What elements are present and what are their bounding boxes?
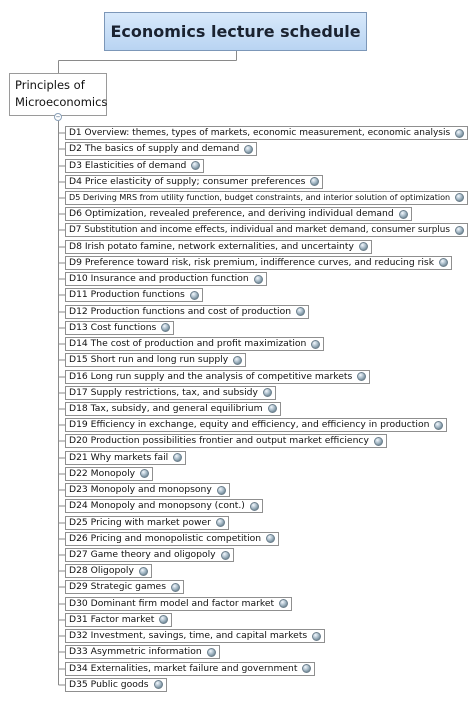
subtopic-node[interactable] bbox=[65, 564, 152, 578]
task-marker-icon bbox=[357, 372, 366, 381]
subtopic-label: D21 Why markets fail bbox=[69, 451, 169, 463]
task-marker-icon bbox=[359, 242, 368, 251]
subtopic-node[interactable] bbox=[65, 662, 315, 676]
subtopic-label: D5 Deriving MRS from utility function, budget constraints, and interior solution of optimization bbox=[69, 192, 451, 202]
task-marker-icon bbox=[190, 291, 199, 300]
subtopic-label: D4 Price elasticity of supply; consumer preferences bbox=[69, 175, 306, 187]
subtopic-label: D3 Elasticities of demand bbox=[69, 159, 187, 171]
collapse-toggle-icon[interactable]: − bbox=[55, 113, 61, 121]
subtopic-node[interactable] bbox=[65, 532, 279, 546]
subtopic-node[interactable] bbox=[65, 629, 325, 643]
subtopic-node[interactable] bbox=[65, 402, 281, 416]
subtopic-label: D7 Substitution and income effects, individual and market demand, consumer surplus bbox=[69, 225, 450, 236]
task-marker-icon bbox=[216, 518, 225, 527]
subtopic-label: D22 Monopoly bbox=[69, 467, 136, 479]
task-marker-icon bbox=[254, 275, 263, 284]
subtopic-node[interactable] bbox=[65, 256, 452, 270]
subtopic-node[interactable] bbox=[65, 467, 153, 481]
subtopic-label: D10 Insurance and production function bbox=[69, 273, 249, 285]
subtopic-node[interactable] bbox=[65, 499, 263, 513]
task-marker-icon bbox=[161, 323, 170, 332]
subtopic-label: D2 The basics of supply and demand bbox=[69, 143, 240, 155]
task-marker-icon bbox=[399, 210, 408, 219]
task-marker-icon bbox=[279, 599, 288, 608]
subtopic-node[interactable] bbox=[65, 613, 172, 627]
subtopic-label: D34 Externalities, market failure and government bbox=[69, 662, 298, 674]
task-marker-icon bbox=[263, 388, 272, 397]
subtopic-node[interactable] bbox=[65, 386, 276, 400]
subtopic-label: D20 Production possibilities frontier and output market efficiency bbox=[69, 435, 369, 447]
subtopic-label: D33 Asymmetric information bbox=[69, 646, 202, 658]
subtopic-label: D16 Long run supply and the analysis of competitive markets bbox=[69, 370, 353, 382]
subtopic-label: D19 Efficiency in exchange, equity and efficiency, and efficiency in production bbox=[69, 419, 430, 431]
task-marker-icon bbox=[296, 307, 305, 316]
task-marker-icon bbox=[244, 145, 253, 154]
subtopic-label: D13 Cost functions bbox=[69, 321, 157, 333]
root-topic[interactable] bbox=[104, 12, 367, 51]
subtopic-node[interactable] bbox=[65, 434, 387, 448]
subtopic-node[interactable] bbox=[65, 240, 372, 254]
task-marker-icon bbox=[159, 615, 168, 624]
subtopic-node[interactable] bbox=[65, 645, 220, 659]
task-marker-icon bbox=[302, 664, 311, 673]
subtopic-node[interactable] bbox=[65, 175, 323, 189]
subtopic-node[interactable] bbox=[65, 272, 267, 286]
subtopic-label: D15 Short run and long run supply bbox=[69, 354, 229, 366]
subtopic-label: D25 Pricing with market power bbox=[69, 516, 211, 528]
subtopic-node[interactable] bbox=[65, 207, 412, 221]
subtopic-label: D9 Preference toward risk, risk premium, indifference curves, and reducing risk bbox=[69, 256, 435, 268]
subtopic-label: D30 Dominant firm model and factor market bbox=[69, 597, 275, 609]
task-marker-icon bbox=[455, 129, 464, 138]
task-marker-icon bbox=[268, 404, 277, 413]
task-marker-icon bbox=[173, 453, 182, 462]
task-marker-icon bbox=[207, 648, 216, 657]
task-marker-icon bbox=[439, 258, 448, 267]
subtopic-label: D27 Game theory and oligopoly bbox=[69, 549, 216, 560]
subtopic-node[interactable] bbox=[65, 126, 468, 140]
subtopic-node[interactable] bbox=[65, 305, 309, 319]
subtopic-label: D12 Production functions and cost of production bbox=[69, 305, 292, 317]
subtopic-label: D26 Pricing and monopolistic competition bbox=[69, 532, 262, 544]
task-marker-icon bbox=[250, 502, 259, 511]
subtopic-node[interactable] bbox=[65, 353, 246, 367]
task-marker-icon bbox=[171, 583, 180, 592]
subtopic-node[interactable] bbox=[65, 288, 203, 302]
task-marker-icon bbox=[217, 486, 226, 495]
subtopic-label: D11 Production functions bbox=[69, 289, 185, 301]
task-marker-icon bbox=[221, 551, 230, 560]
branch-topic-principles-of-microeconomics[interactable] bbox=[9, 73, 107, 116]
subtopic-label: D23 Monopoly and monopsony bbox=[69, 484, 212, 496]
subtopic-label: D6 Optimization, revealed preference, and deriving individual demand bbox=[69, 208, 394, 220]
subtopic-label: D29 Strategic games bbox=[69, 581, 166, 593]
task-marker-icon bbox=[139, 567, 148, 576]
subtopic-label: D18 Tax, subsidy, and general equilibrium bbox=[69, 402, 263, 414]
subtopic-label: D17 Supply restrictions, tax, and subsidy bbox=[69, 386, 258, 398]
task-marker-icon bbox=[455, 193, 464, 202]
task-marker-icon bbox=[311, 340, 320, 349]
subtopic-node[interactable] bbox=[65, 451, 186, 465]
subtopic-node[interactable] bbox=[65, 418, 447, 432]
task-marker-icon bbox=[434, 421, 443, 430]
subtopic-node[interactable] bbox=[65, 191, 468, 205]
subtopic-label: D8 Irish potato famine, network externalities, and uncertainty bbox=[69, 240, 354, 252]
subtopic-node[interactable] bbox=[65, 483, 230, 497]
task-marker-icon bbox=[374, 437, 383, 446]
subtopic-label: D24 Monopoly and monopsony (cont.) bbox=[69, 500, 245, 512]
subtopic-label: D28 Oligopoly bbox=[69, 565, 134, 577]
branch-topic-title: Principles of Microeconomics bbox=[15, 78, 108, 109]
subtopic-node[interactable] bbox=[65, 223, 468, 237]
task-marker-icon bbox=[266, 534, 275, 543]
subtopic-label: D35 Public goods bbox=[69, 678, 149, 690]
subtopic-node[interactable] bbox=[65, 321, 174, 335]
task-marker-icon bbox=[154, 680, 163, 689]
root-topic-title: Economics lecture schedule bbox=[110, 22, 361, 41]
task-marker-icon bbox=[191, 161, 200, 170]
subtopic-label: D31 Factor market bbox=[69, 613, 155, 625]
subtopic-node[interactable] bbox=[65, 142, 257, 156]
subtopic-node[interactable] bbox=[65, 580, 184, 594]
subtopic-node[interactable] bbox=[65, 597, 292, 611]
task-marker-icon bbox=[310, 177, 319, 186]
subtopic-node[interactable] bbox=[65, 370, 370, 384]
task-marker-icon bbox=[312, 632, 321, 641]
subtopic-node[interactable] bbox=[65, 516, 229, 530]
subtopic-label: D1 Overview: themes, types of markets, economic measurement, economic analysis bbox=[69, 128, 451, 138]
subtopic-node[interactable] bbox=[65, 337, 324, 351]
subtopic-node[interactable] bbox=[65, 159, 204, 173]
subtopic-label: D32 Investment, savings, time, and capital markets bbox=[69, 630, 308, 642]
subtopic-label: D14 The cost of production and profit maximization bbox=[69, 338, 307, 349]
task-marker-icon bbox=[455, 226, 464, 235]
task-marker-icon bbox=[140, 469, 149, 478]
task-marker-icon bbox=[233, 356, 242, 365]
subtopic-node[interactable] bbox=[65, 548, 234, 562]
subtopic-node[interactable] bbox=[65, 678, 167, 692]
